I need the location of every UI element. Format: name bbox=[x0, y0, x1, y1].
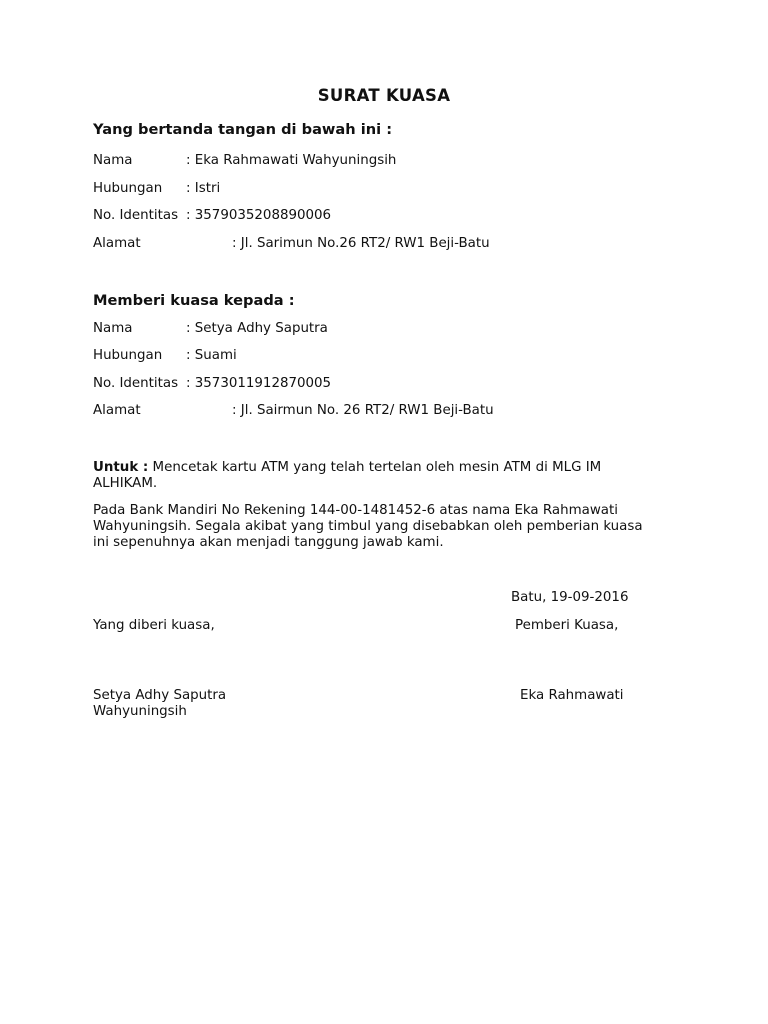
grantor-sign-name-line1: Eka Rahmawati bbox=[520, 688, 624, 703]
untuk-paragraph bbox=[93, 460, 653, 492]
grantee-nama-label: Nama bbox=[93, 321, 133, 336]
grantee-heading: Memberi kuasa kepada : bbox=[93, 292, 295, 309]
grantor-hubungan-label: Hubungan bbox=[93, 181, 163, 196]
grantee-sign-label: Yang diberi kuasa, bbox=[93, 618, 215, 633]
grantee-hubungan-label: Hubungan bbox=[93, 348, 163, 363]
grantor-identitas-value: : 3579035208890006 bbox=[186, 208, 332, 223]
grantee-identitas-value: : 3573011912870005 bbox=[186, 376, 332, 391]
grantor-identitas-label: No. Identitas bbox=[93, 208, 179, 223]
grantor-nama-value: : Eka Rahmawati Wahyuningsih bbox=[186, 153, 397, 168]
grantor-alamat-value: : Jl. Sarimun No.26 RT2/ RW1 Beji-Batu bbox=[232, 236, 490, 251]
grantee-identitas-label: No. Identitas bbox=[93, 376, 179, 391]
grantor-nama-label: Nama bbox=[93, 153, 133, 168]
grantor-sign-name-line2: Wahyuningsih bbox=[93, 704, 187, 719]
place-date: Batu, 19-09-2016 bbox=[511, 590, 629, 605]
document-title: SURAT KUASA bbox=[317, 86, 451, 105]
grantor-heading: Yang bertanda tangan di bawah ini : bbox=[93, 121, 393, 138]
grantee-hubungan-value: : Suami bbox=[186, 348, 237, 363]
grantee-nama-value: : Setya Adhy Saputra bbox=[186, 321, 328, 336]
grantor-alamat-label: Alamat bbox=[93, 236, 141, 251]
grantor-sign-label: Pemberi Kuasa, bbox=[515, 618, 619, 633]
grantee-sign-name: Setya Adhy Saputra bbox=[93, 688, 227, 703]
untuk-label: Untuk : bbox=[93, 460, 149, 475]
body-paragraph: Pada Bank Mandiri No Rekening 144-00-1481452-6 atas nama Eka Rahmawati Wahyuningsih. Segala akibat yang timbul yang disebabkan oleh pemberian kuasa ini sepenuhnya akan menjadi tanggung jawab kami. bbox=[93, 503, 643, 550]
untuk-text: Mencetak kartu ATM yang telah tertelan oleh mesin ATM di MLG IM ALHIKAM. bbox=[93, 460, 602, 491]
grantee-alamat-label: Alamat bbox=[93, 403, 141, 418]
grantee-alamat-value: : Jl. Sairmun No. 26 RT2/ RW1 Beji-Batu bbox=[232, 403, 494, 418]
grantor-hubungan-value: : Istri bbox=[186, 181, 221, 196]
